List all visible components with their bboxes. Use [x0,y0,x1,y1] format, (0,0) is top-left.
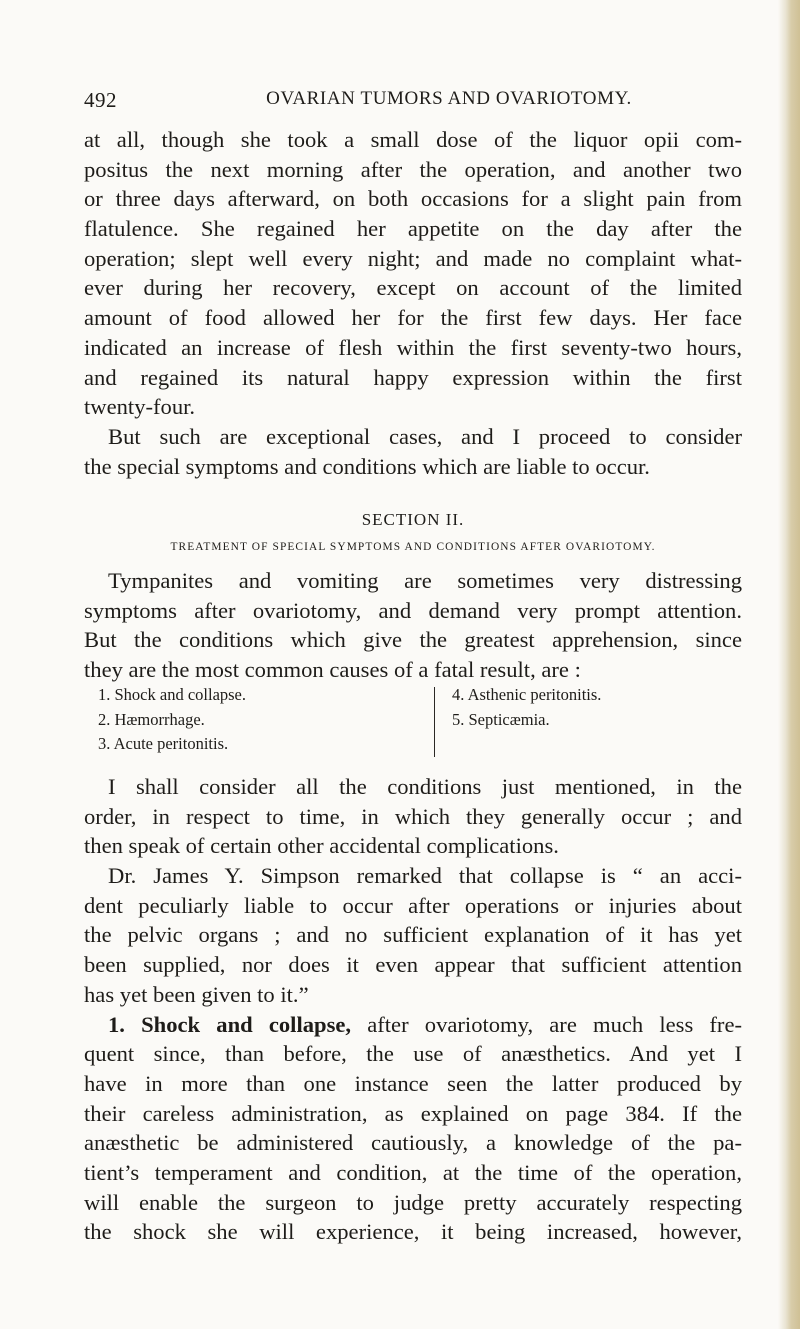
conditions-list [98,683,698,759]
text-line: Tympanites and vomiting are sometimes very distressing [108,568,742,593]
page-header [84,88,744,118]
running-head: OVARIAN TUMORS AND OVARIOTOMY. [266,88,632,109]
conditions-list-right [452,683,601,732]
text-block-middle [84,566,742,685]
text-block-upper [84,125,742,481]
text-line [84,1010,742,1040]
text-line: the shock she will experience, it being increased, however, [84,1219,742,1245]
list-item: 3. Acute peritonitis. [98,734,229,753]
section-lead-shock: 1. Shock and collapse, [108,1011,352,1037]
text-line: positus the next morning after the operation, and another two [84,156,742,182]
text-line: will enable the surgeon to judge pretty accurately respecting [84,1189,742,1215]
text-line: their careless administration, as explained on page 384. If the [84,1100,742,1126]
text-line: have in more than one instance seen the latter produced by [84,1070,742,1096]
text-line: has yet been given to it.” [84,981,309,1007]
text-line: or three days afterward, on both occasions for a slight pain from [84,186,742,212]
page-number: 492 [84,88,117,112]
text-run: after ovariotomy, are much less fre- [351,1011,742,1037]
text-line: indicated an increase of flesh within the first seventy-two hours, [84,334,742,360]
text-line: then speak of certain other accidental complications. [84,833,559,859]
text-line: anæsthetic be administered cautiously, a knowledge of the pa- [84,1130,742,1156]
text-line: the pelvic organs ; and no sufficient explanation of it has yet [84,922,742,948]
text-line: But the conditions which give the greatest apprehension, since [84,627,742,653]
text-line: the special symptoms and conditions which are liable to occur. [84,453,650,479]
text-line: symptoms after ovariotomy, and demand very prompt attention. [84,597,742,623]
text-block-lower [84,772,742,1247]
text-line: order, in respect to time, in which they generally occur ; and [84,803,742,829]
list-item: 2. Hæmorrhage. [98,709,205,729]
text-line: been supplied, nor does it even appear that sufficient attention [84,952,742,978]
text-line: Dr. James Y. Simpson remarked that collapse is “ an acci- [108,863,742,889]
text-line: and regained its natural happy expression within the first [84,364,742,390]
text-line: operation; slept well every night; and made no complaint what- [84,245,742,271]
section-subtitle: TREATMENT OF SPECIAL SYMPTOMS AND CONDITIONS AFTER OVARIOTOMY. [170,541,656,553]
text-line: amount of food allowed her for the first few days. Her face [84,305,742,331]
text-line: they are the most common causes of a fatal result, are : [84,657,581,683]
text-line: dent peculiarly liable to occur after operations or injuries about [84,892,742,918]
list-item: 1. Shock and collapse. [98,685,247,704]
text-line: ever during her recovery, except on account of the limited [84,275,742,301]
text-line: quent since, than before, the use of anæsthetics. And yet I [84,1041,742,1067]
text-line: But such are exceptional cases, and I proceed to consider [108,423,742,449]
page-edge [778,0,800,1329]
list-divider [434,687,435,757]
text-line: I shall consider all the conditions just mentioned, in the [108,774,742,799]
list-item: 4. Asthenic peritonitis. [452,685,602,704]
conditions-list-left [98,683,246,757]
list-item: 5. Septicæmia. [452,709,550,729]
text-line: flatulence. She regained her appetite on the day after the [84,216,742,242]
text-line: tient’s temperament and condition, at the time of the operation, [84,1159,742,1185]
text-line: at all, though she took a small dose of the liquor opii com- [84,127,742,152]
text-line: twenty-four. [84,394,196,420]
section-title: SECTION II. [361,510,465,529]
